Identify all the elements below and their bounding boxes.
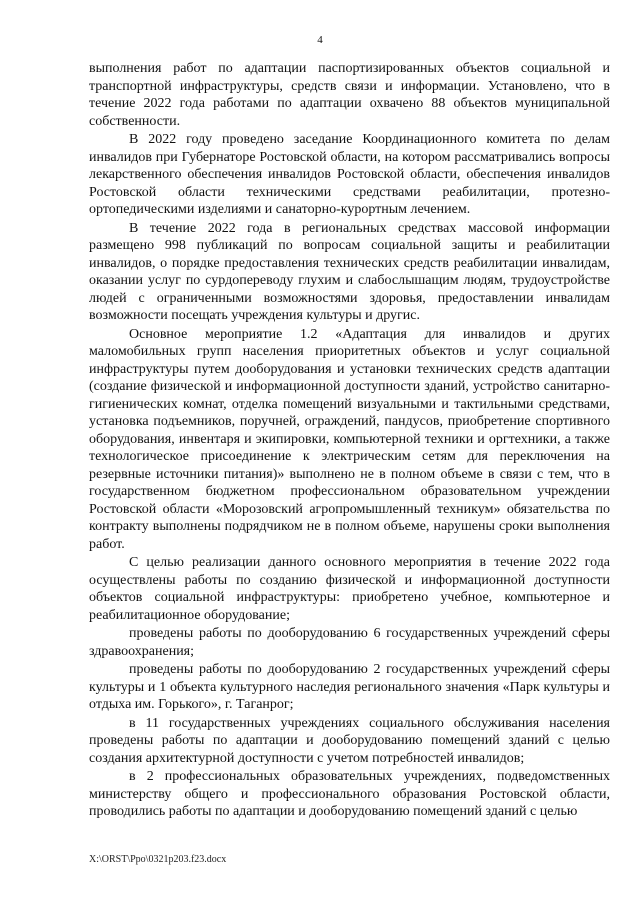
paragraph-media-publications: В течение 2022 года в региональных средствах массовой информации размещено 998 публикаций по вопросам социальной защиты и реабилитации инвалидов, о порядке предоставления технических средств реабилитации инвалидам, оказании услуг по сурдопереводу глухим и слабослышащим людям, трудоустройстве людей с ограниченными возможностями здоровья, предоставлении инвалидам возможности посещать учреждения культуры и другис.	[89, 220, 610, 323]
paragraph-measure-implementation: С целью реализации данного основного мероприятия в течение 2022 года осуществлены работы по созданию физической и информационной доступности объектов социальной инфраструктуры: приобретено учебное, компьютерное и реабилитационное оборудование;	[89, 555, 610, 623]
paragraph-culture-institutions: проведены работы по дооборудованию 2 государственных учреждений сферы культуры и 1 объекта культурного наследия регионального значения «Парк культуры и отдыха им. Горького», г. Таганрог;	[89, 662, 610, 712]
paragraph-educational-institutions: в 2 профессиональных образовательных учреждениях, подведомственных министерству общего и профессионального образования Ростовской области, проводились работы по адаптации и дооборудованию помещений зданий с целью	[89, 769, 610, 819]
paragraph-coordination-committee: В 2022 году проведено заседание Координационного комитета по делам инвалидов при Губернаторе Ростовской области, на котором рассматривались вопросы лекарственного обеспечения инвалидов Ростовской области, обеспечения инвалидов Ростовской области техническими средствами реабилитации, протезно-ортопедическими изделиями и санаторно-курортным лечением.	[89, 132, 610, 217]
paragraph-healthcare-institutions: проведены работы по дооборудованию 6 государственных учреждений сферы здравоохранения;	[89, 626, 610, 659]
document-body	[89, 60, 610, 822]
paragraph-main-measure-1-2: Основное мероприятие 1.2 «Адаптация для инвалидов и других маломобильных групп населения приоритетных объектов и услуг социальной инфраструктуры путем дооборудования и установки технических средств адаптации (создание физической и информационной доступности зданий, устройство санитарно-гигиенических комнат, отделка помещений визуальными и тактильными средствами, установка подъемников, поручней, ограждений, пандусов, приобретение спортивного оборудования, инвентаря и экипировки, компьютерной техники и оргтехники, а также технологическое присоединение к электрическим сетям для переключения на резервные источники питания)» выполнено не в полном объеме в связи с тем, что в государственном бюджетном профессиональном образовательном учреждении Ростовской области «Морозовский агропромышленный техникум» обязательства по контракту выполнены подрядчиком не в полном объеме, нарушены сроки выполнения работ.	[89, 326, 610, 552]
paragraph-social-service-institutions: в 11 государственных учреждениях социального обслуживания населения проведены работы по адаптации и дооборудованию помещений зданий с целью создания архитектурной доступности с учетом потребностей инвалидов;	[89, 715, 610, 766]
paragraph-continuation: выполнения работ по адаптации паспортизированных объектов социальной и транспортной инфраструктуры, средств связи и информации. Установлено, что в течение 2022 года работами по адаптации охвачено 88 объектов муниципальной собственности.	[89, 61, 610, 129]
page-number: 4	[317, 34, 323, 46]
footer-file-path: X:\ORST\Ppo\0321p203.f23.docx	[89, 854, 227, 865]
